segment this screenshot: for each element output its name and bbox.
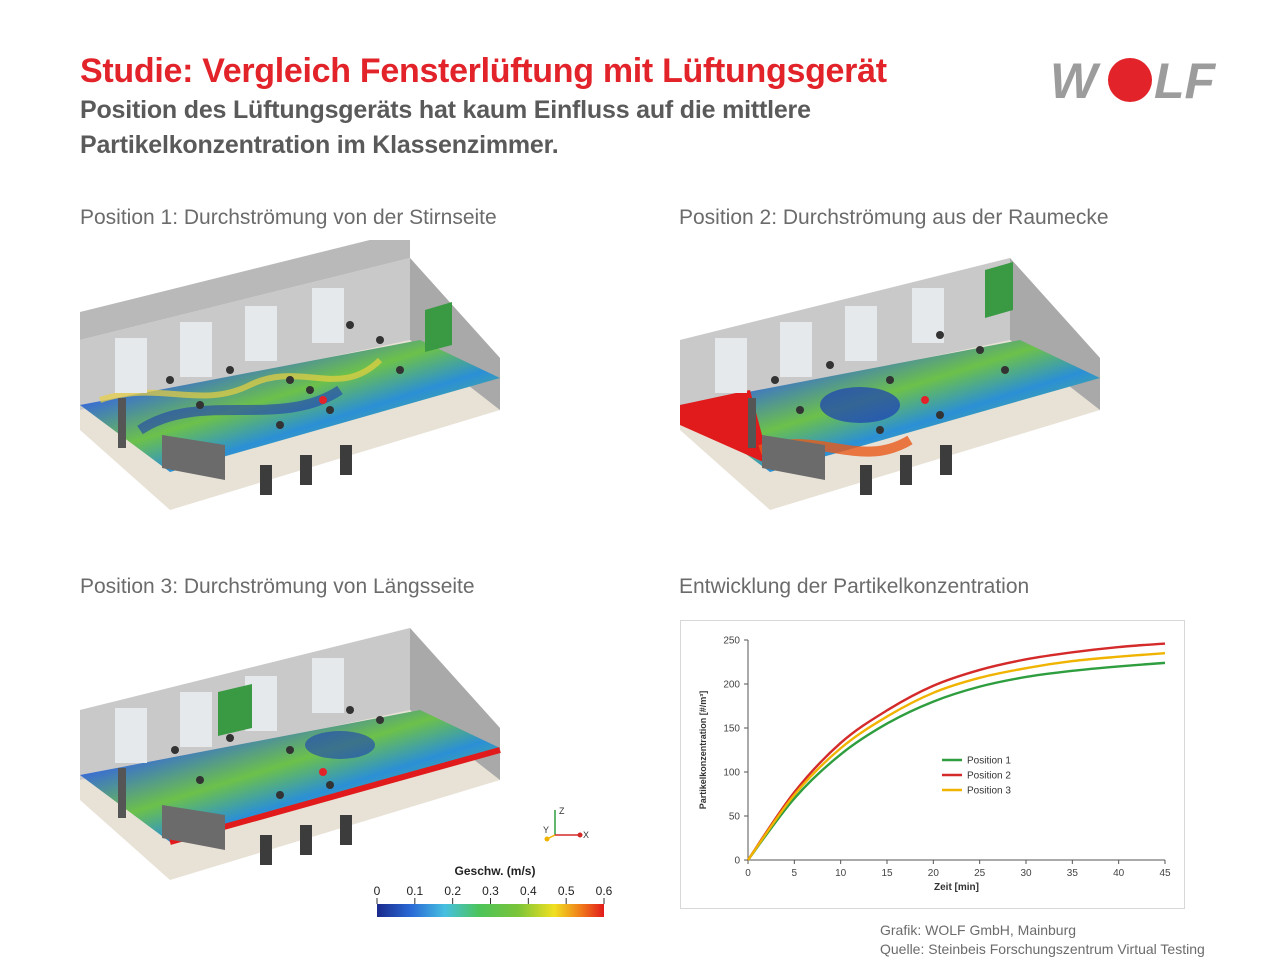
legend-label-3: Position 3 (967, 785, 1011, 797)
velocity-colorbar (370, 862, 620, 922)
x-tick-label: 10 (835, 868, 847, 879)
y-axis-label: Partikelkonzentration [#/m³] (698, 690, 708, 810)
panel-label-position-1: Position 1: Durchströmung von der Stirnseite (80, 206, 497, 229)
page-title: Studie: Vergleich Fensterlüftung mit Lüftungsgerät (80, 52, 887, 90)
particle-concentration-chart (680, 620, 1185, 910)
x-tick-label: 40 (1113, 868, 1125, 879)
x-tick-label: 30 (1020, 868, 1032, 879)
y-tick-label: 200 (723, 679, 740, 691)
axis-glyph-x: X (583, 830, 590, 840)
x-tick-label: 5 (791, 868, 798, 879)
x-tick-label: 45 (1159, 868, 1171, 879)
colorbar-tick-label: 0.5 (557, 884, 575, 898)
axes-orientation-glyph (535, 805, 595, 845)
axis-glyph-z: Z (559, 806, 565, 816)
y-tick-label: 150 (723, 723, 740, 735)
legend-label-1: Position 1 (967, 755, 1011, 767)
panel-label-position-2: Position 2: Durchströmung aus der Raumecke (679, 206, 1109, 229)
page-subtitle: Position des Lüftungsgeräts hat kaum Einfluss auf die mittlere Partikelkonzentration im Klassenzimmer. (80, 96, 811, 159)
x-tick-label: 15 (881, 868, 893, 879)
y-tick-label: 50 (728, 811, 740, 823)
y-tick-label: 100 (723, 767, 740, 779)
svg-text:W: W (1050, 53, 1098, 104)
colorbar-tick-label: 0.3 (482, 884, 499, 898)
colorbar-tick-label: 0.4 (519, 884, 537, 898)
x-tick-label: 0 (745, 868, 751, 879)
axis-glyph-y: Y (543, 825, 550, 835)
legend-label-2: Position 2 (967, 770, 1011, 782)
room-simulation-position-2 (680, 240, 1120, 530)
credit-graphic: Grafik: WOLF GmbH, Mainburg (880, 922, 1077, 938)
colorbar-tick-label: 0.1 (406, 884, 424, 898)
credit-source: Quelle: Steinbeis Forschungszentrum Virtual Testing (880, 941, 1205, 957)
x-tick-label: 20 (927, 868, 939, 879)
room-simulation-position-1 (80, 240, 520, 530)
colorbar-gradient (377, 904, 604, 917)
x-axis-label: Zeit [min] (934, 882, 979, 893)
colorbar-tick-label: 0.6 (595, 884, 613, 898)
panel-label-position-3: Position 3: Durchströmung von Längsseite (80, 575, 475, 598)
colorbar-tick-label: 0 (373, 884, 381, 898)
credits (880, 921, 1205, 959)
x-tick-label: 35 (1066, 868, 1078, 879)
x-tick-label: 25 (974, 868, 986, 879)
colorbar-title: Geschw. (m/s) (454, 864, 536, 878)
y-tick-label: 0 (734, 855, 740, 867)
wolf-logo (1048, 52, 1228, 104)
room-simulation-position-3 (80, 610, 520, 900)
panel-label-chart: Entwicklung der Partikelkonzentration (679, 575, 1030, 598)
svg-text:LF: LF (1154, 53, 1216, 104)
colorbar-tick-label: 0.2 (444, 884, 462, 898)
y-tick-label: 250 (723, 635, 740, 647)
